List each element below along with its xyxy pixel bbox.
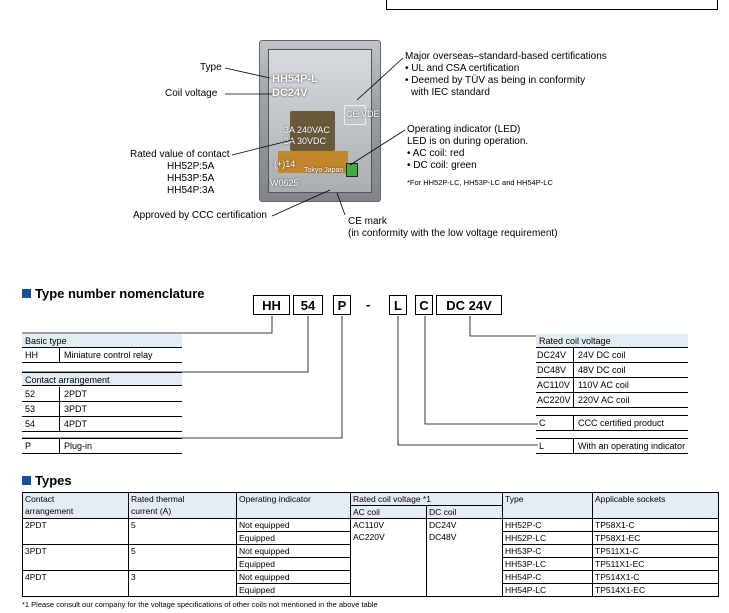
callout-coil-voltage: Coil voltage [165, 88, 218, 99]
callout-led-dc: • DC coil: green [407, 160, 477, 171]
cell-socket: TP511X1-C [593, 545, 719, 558]
callout-hh53p: HH53P:5A [167, 173, 215, 184]
code-dash: - [366, 297, 371, 312]
ccc-code: C [539, 418, 546, 428]
coil-desc: 110V AC coil [573, 378, 629, 392]
callout-led-title: Operating indicator (LED) [407, 124, 521, 135]
nomenclature-title-text: Type number nomenclature [35, 286, 205, 301]
code-voltage: DC 24V [436, 295, 502, 315]
coil-code: DC24V [537, 350, 567, 360]
coil-row [536, 348, 688, 363]
cell-indicator: Equipped [237, 558, 351, 571]
callout-major-ul: • UL and CSA certification [405, 63, 520, 74]
dc-value: DC48V [429, 532, 457, 542]
contact-desc: 2PDT [59, 387, 87, 401]
cell-ac-coil [351, 519, 427, 597]
nomenclature-title [22, 286, 205, 301]
coil-code: AC110V [537, 380, 570, 390]
callout-major-iec: with IEC standard [411, 87, 490, 98]
ccc-row [536, 415, 688, 431]
cell-socket: TP58X1-EC [593, 532, 719, 545]
cell-current: 5 [129, 545, 237, 571]
contact-code: 52 [25, 389, 36, 399]
header-contact [23, 493, 129, 519]
code-hh: HH [253, 295, 290, 315]
contact-code: 54 [25, 419, 36, 429]
cell-indicator: Not equipped [237, 545, 351, 558]
coil-code: AC220V [537, 395, 571, 405]
dc-value: DC24V [429, 520, 457, 530]
plugin-code: P [25, 441, 32, 451]
cell-type: HH53P-C [503, 545, 593, 558]
cell-indicator: Not equipped [237, 571, 351, 584]
basic-type-row [22, 348, 182, 363]
contact-code: 53 [25, 404, 36, 414]
photo-rating1: 3A 240VAC [284, 125, 330, 135]
header-contact-line1: Contact [25, 494, 55, 504]
types-footnote: *1 Please consult our company for the voltage specifications of other coils not mentioned in the above table [22, 600, 378, 609]
contact-desc: 3PDT [59, 402, 87, 416]
basic-type-header: Basic type [22, 334, 182, 348]
code-l: L [389, 295, 407, 315]
cell-socket: TP514X1-C [593, 571, 719, 584]
coil-code: DC48V [537, 365, 567, 375]
header-contact-line2: arrangement [25, 506, 74, 516]
callout-led-note: *For HH52P-LC, HH53P-LC and HH54P-LC [407, 178, 553, 187]
photo-model: HH54P-L [272, 73, 318, 85]
contact-row [22, 417, 182, 432]
cell-socket: TP58X1-C [593, 519, 719, 532]
contact-row [22, 402, 182, 417]
cell-current: 5 [129, 519, 237, 545]
photo-voltage: DC24V [272, 87, 308, 99]
ccc-desc: CCC certified product [573, 416, 664, 430]
cell-indicator: Equipped [237, 584, 351, 597]
led-code: L [539, 441, 545, 451]
header-sockets: Applicable sockets [593, 493, 719, 519]
ac-value: AC220V [353, 532, 385, 542]
types-title [22, 473, 72, 488]
header-indicator: Operating indicator [237, 493, 351, 519]
callout-ce: CE mark [348, 216, 387, 227]
header-type: Type [503, 493, 593, 519]
cell-type: HH54P-LC [503, 584, 593, 597]
cell-indicator: Not equipped [237, 519, 351, 532]
cell-contact: 4PDT [23, 571, 129, 597]
plugin-desc: Plug-in [59, 439, 92, 453]
callout-ccc: Approved by CCC certification [133, 210, 267, 221]
ac-value: AC110V [353, 520, 385, 530]
callout-hh52p: HH52P:5A [167, 161, 215, 172]
photo-code: W0625 [270, 178, 299, 188]
led-row [536, 438, 688, 454]
coil-desc: 220V AC coil [573, 393, 630, 407]
cell-current: 3 [129, 571, 237, 597]
coil-row [536, 363, 688, 378]
cell-socket: TP511X1-EC [593, 558, 719, 571]
cell-type: HH52P-C [503, 519, 593, 532]
types-table [22, 492, 719, 597]
header-ac: AC coil [351, 506, 427, 519]
table-row [23, 519, 719, 532]
callout-major: Major overseas–standard-based certifications [405, 51, 607, 62]
cell-type: HH54P-C [503, 571, 593, 584]
callout-type: Type [200, 62, 222, 73]
cell-socket: TP514X1-EC [593, 584, 719, 597]
cell-type: HH53P-LC [503, 558, 593, 571]
code-c: C [415, 295, 433, 315]
photo-made: Tokyo Japan [304, 167, 344, 174]
coil-row [536, 378, 688, 393]
basic-type-code: HH [25, 350, 38, 360]
plugin-row [22, 438, 182, 454]
photo-logo: CE VDE [346, 109, 380, 119]
callout-led-ac: • AC coil: red [407, 148, 465, 159]
header-thermal-line1: Rated thermal [131, 494, 185, 504]
section-bullet-icon [22, 476, 31, 485]
coil-row [536, 393, 688, 408]
cell-contact: 3PDT [23, 545, 129, 571]
header-dc: DC coil [427, 506, 503, 519]
code-p: P [333, 295, 351, 315]
callout-hh54p: HH54P:3A [167, 185, 215, 196]
header-thermal-line2: current (A) [131, 506, 172, 516]
callout-major-tuv: • Deemed by TÜV as being in conformity [405, 75, 586, 86]
photo-pins: (+)14 [274, 159, 296, 169]
photo-rating2: 3A 30VDC [284, 136, 327, 146]
cell-indicator: Equipped [237, 532, 351, 545]
callout-rated-value: Rated value of contact [130, 149, 230, 160]
basic-type-desc: Miniature control relay [59, 348, 153, 362]
section-bullet-icon [22, 289, 31, 298]
contact-header: Contact arrangement [22, 372, 182, 386]
coil-desc: 48V DC coil [573, 363, 626, 377]
callout-led-desc: LED is on during operation. [407, 136, 529, 147]
coil-header: Rated coil voltage [536, 334, 688, 348]
contact-row [22, 387, 182, 402]
led-desc: With an operating indicator [573, 439, 685, 453]
header-thermal [129, 493, 237, 519]
cell-dc-coil [427, 519, 503, 597]
cell-type: HH52P-LC [503, 532, 593, 545]
contact-desc: 4PDT [59, 417, 87, 431]
types-header-row [23, 493, 719, 506]
header-coil: Rated coil voltage *1 [351, 493, 503, 506]
code-54: 54 [293, 295, 323, 315]
types-title-text: Types [35, 473, 72, 488]
coil-desc: 24V DC coil [573, 348, 626, 362]
callout-ce-desc: (in conformity with the low voltage requirement) [348, 228, 558, 239]
cell-contact: 2PDT [23, 519, 129, 545]
